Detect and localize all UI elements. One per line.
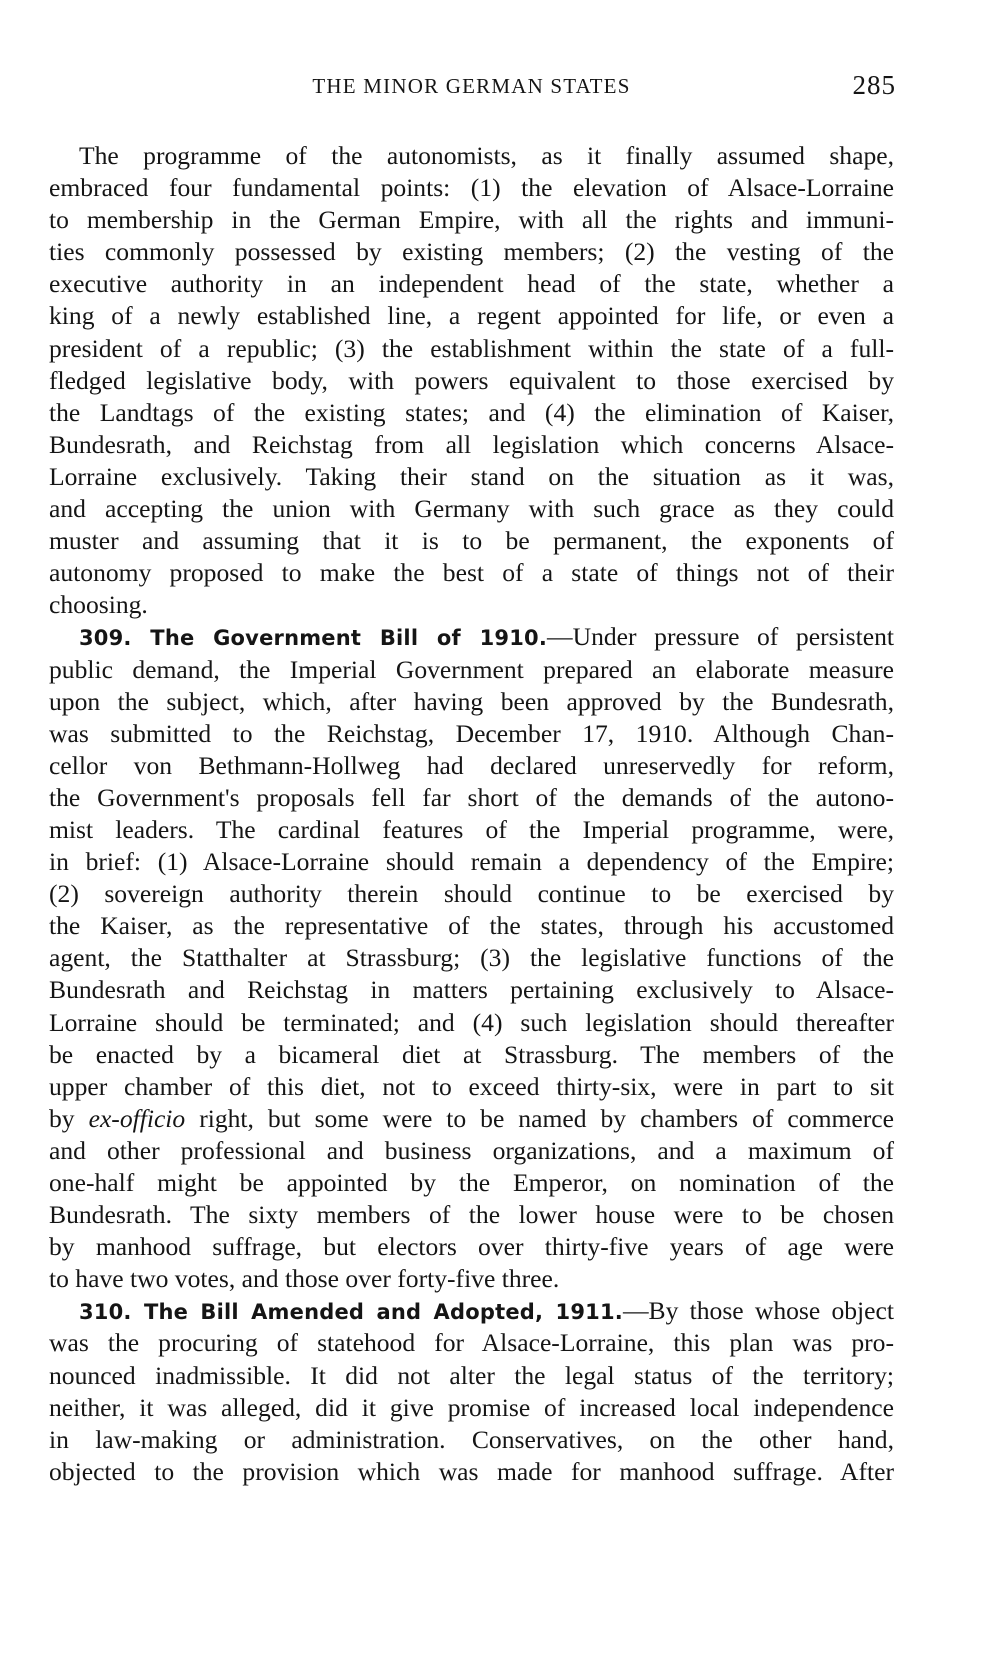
section-heading: 309. The Government Bill of 1910. <box>79 626 548 651</box>
text-line: nounced inadmissible. It did not alter the legal status of the territory; <box>49 1360 894 1390</box>
text-line: the Landtags of the existing states; and (4) the elimination of Kaiser, <box>49 397 894 427</box>
text-line: objected to the provision which was made for manhood suffrage. After <box>49 1456 894 1486</box>
text-line: mist leaders. The cardinal features of the Imperial programme, were, <box>49 814 894 844</box>
text-line: fledged legislative body, with powers equivalent to those exercised by <box>49 365 894 395</box>
text-line: executive authority in an independent head of the state, whether a <box>49 269 894 299</box>
text-line: The programme of the autonomists, as it finally assumed shape, <box>79 141 894 170</box>
text-line: in brief: (1) Alsace-Lorraine should remain a dependency of the Empire; <box>49 847 894 877</box>
text-line-ex-officio <box>49 1103 894 1135</box>
text-line: embraced four fundamental points: (1) the elevation of Alsace-Lorraine <box>49 173 894 203</box>
running-head <box>49 70 894 114</box>
text-line: to membership in the German Empire, with all the rights and immuni- <box>49 205 894 235</box>
text-line: was the procuring of statehood for Alsace-Lorraine, this plan was pro- <box>49 1328 894 1358</box>
section-310-first-line <box>49 1295 894 1327</box>
text-line: and other professional and business organizations, and a maximum of <box>49 1135 894 1165</box>
text-line: choosing. <box>49 590 148 620</box>
text-line: be enacted by a bicameral diet at Strassburg. The members of the <box>49 1039 894 1069</box>
text-fragment: by <box>49 1103 89 1133</box>
section-309-first-line <box>49 621 894 653</box>
text-line: president of a republic; (3) the establishment within the state of a full- <box>49 333 894 363</box>
page-number: 285 <box>852 70 896 100</box>
text-line: to have two votes, and those over forty-five three. <box>49 1264 560 1294</box>
text-line: Bundesrath. The sixty members of the lower house were to be chosen <box>49 1200 894 1230</box>
text-line: king of a newly established line, a regent appointed for life, or even a <box>49 301 894 331</box>
section-text: —Under pressure of persistent <box>547 622 895 652</box>
text-line: muster and assuming that it is to be permanent, the exponents of <box>49 526 894 556</box>
text-line: Bundesrath, and Reichstag from all legislation which concerns Alsace- <box>49 429 894 459</box>
text-line: (2) sovereign authority therein should continue to be exercised by <box>49 879 894 909</box>
text-line: cellor von Bethmann-Hollweg had declared unreservedly for reform, <box>49 750 894 780</box>
text-line: by manhood suffrage, but electors over thirty-five years of age were <box>49 1232 894 1262</box>
text-line: Lorraine exclusively. Taking their stand on the situation as it was, <box>49 461 894 491</box>
body-text <box>49 140 894 1488</box>
text-line: was submitted to the Reichstag, December 17, 1910. Although Chan- <box>49 718 894 748</box>
text-line: autonomy proposed to make the best of a state of things not of their <box>49 558 894 588</box>
text-line: upon the subject, which, after having been approved by the Bundesrath, <box>49 686 894 716</box>
text-line: agent, the Statthalter at Strassburg; (3) the legislative functions of the <box>49 943 894 973</box>
text-line: public demand, the Imperial Government prepared an elaborate measure <box>49 654 894 684</box>
text-line: one-half might be appointed by the Emperor, on nomination of the <box>49 1168 894 1197</box>
text-line: neither, it was alleged, did it give promise of increased local independence <box>49 1392 894 1422</box>
text-fragment: right, but some were to be named by chambers of commerce <box>185 1103 894 1133</box>
text-line: and accepting the union with Germany with such grace as they could <box>49 494 894 524</box>
text-line: ties commonly possessed by existing members; (2) the vesting of the <box>49 237 894 267</box>
italic-term: ex-officio <box>88 1103 186 1133</box>
book-page <box>49 70 894 1488</box>
section-text: —By those whose object <box>622 1296 894 1326</box>
section-heading: 310. The Bill Amended and Adopted, 1911. <box>79 1300 623 1325</box>
text-line: in law-making or administration. Conservatives, on the other hand, <box>49 1424 894 1454</box>
text-line: the Kaiser, as the representative of the states, through his accustomed <box>49 911 894 941</box>
text-line: the Government's proposals fell far short of the demands of the autono- <box>49 782 894 812</box>
text-line: Bundesrath and Reichstag in matters pertaining exclusively to Alsace- <box>49 975 894 1005</box>
text-line: upper chamber of this diet, not to exceed thirty-six, were in part to sit <box>49 1071 894 1101</box>
text-line: Lorraine should be terminated; and (4) such legislation should thereafter <box>49 1007 894 1037</box>
page-title: THE MINOR GERMAN STATES <box>312 74 631 98</box>
